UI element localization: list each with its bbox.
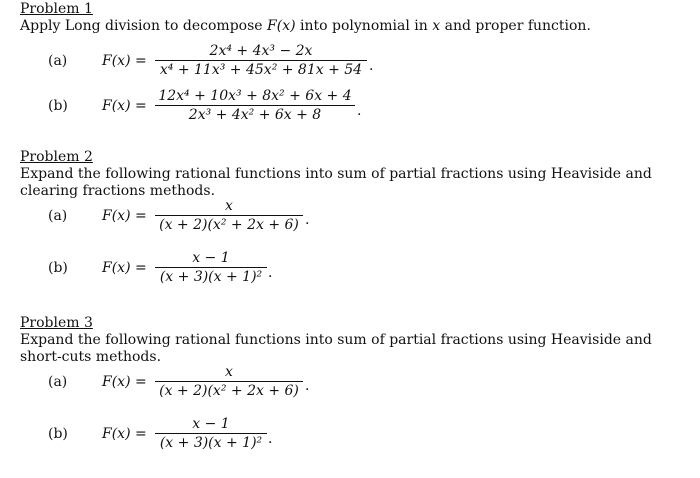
problem-1b-label: (b): [48, 98, 68, 114]
problem-3a-label: (a): [48, 374, 68, 390]
problem-3a-fraction: [155, 363, 303, 400]
problem-1-text-part: Apply Long division to decompose: [20, 18, 268, 34]
problem-1a-end: .: [369, 58, 374, 74]
problem-1-text-part: into polynomial in: [295, 18, 433, 34]
problem-2b-numerator: x − 1: [192, 250, 230, 266]
problem-3a-lhs: F(x) =: [102, 374, 147, 390]
problem-3b-label: (b): [48, 426, 68, 442]
problem-2a-numerator: x: [225, 198, 233, 214]
problem-1-text-part: F(x): [267, 18, 296, 34]
problem-2b-denominator: (x + 3)(x + 1)²: [159, 269, 263, 285]
problem-1b-end: .: [357, 103, 362, 119]
problem-2-text: Expand the following rational functions into sum of partial fractions using Heaviside and clearing fractions methods.: [20, 166, 652, 199]
problem-2b-end: .: [268, 265, 273, 281]
problem-1a-lhs: F(x) =: [102, 53, 147, 69]
problem-3-heading: Problem 3: [20, 315, 93, 331]
problem-1-heading: Problem 1: [20, 1, 93, 17]
problem-3b-fraction: [155, 415, 267, 452]
problem-2b-lhs: F(x) =: [102, 260, 147, 276]
problem-1a-fraction: [155, 42, 367, 79]
problem-3b-numerator: x − 1: [192, 416, 230, 432]
problem-3-text: Expand the following rational functions into sum of partial fractions using Heaviside and short-cuts methods.: [20, 332, 652, 365]
problem-3b-end: .: [268, 431, 273, 447]
problem-2-heading: Problem 2: [20, 149, 93, 165]
problem-2b-fraction: [155, 249, 267, 286]
problem-3a-denominator: (x + 2)(x² + 2x + 6): [159, 383, 299, 399]
problem-3a-end: .: [305, 378, 310, 394]
problem-1-text: [20, 18, 688, 35]
problem-2b-label: (b): [48, 260, 68, 276]
problem-1b-lhs: F(x) =: [102, 98, 147, 114]
problem-2a-end: .: [305, 212, 310, 228]
problem-1b-fraction: [155, 87, 355, 124]
problem-3b-denominator: (x + 3)(x + 1)²: [159, 435, 263, 451]
problem-1-text-part: and proper function.: [440, 18, 591, 34]
problem-1a-label: (a): [48, 53, 68, 69]
problem-2a-lhs: F(x) =: [102, 208, 147, 224]
problem-1-text-part: x: [432, 18, 441, 34]
problem-3b-lhs: F(x) =: [102, 426, 147, 442]
problem-2a-denominator: (x + 2)(x² + 2x + 6): [159, 217, 299, 233]
problem-2a-label: (a): [48, 208, 68, 224]
problem-2a-fraction: [155, 197, 303, 234]
problem-1a-denominator: x⁴ + 11x³ + 45x² + 81x + 54: [159, 62, 363, 78]
problem-1b-numerator: 12x⁴ + 10x³ + 8x² + 6x + 4: [158, 88, 352, 104]
problem-1a-numerator: 2x⁴ + 4x³ − 2x: [209, 43, 313, 59]
problem-1b-denominator: 2x³ + 4x² + 6x + 8: [188, 107, 322, 123]
problem-3a-numerator: x: [225, 364, 233, 380]
